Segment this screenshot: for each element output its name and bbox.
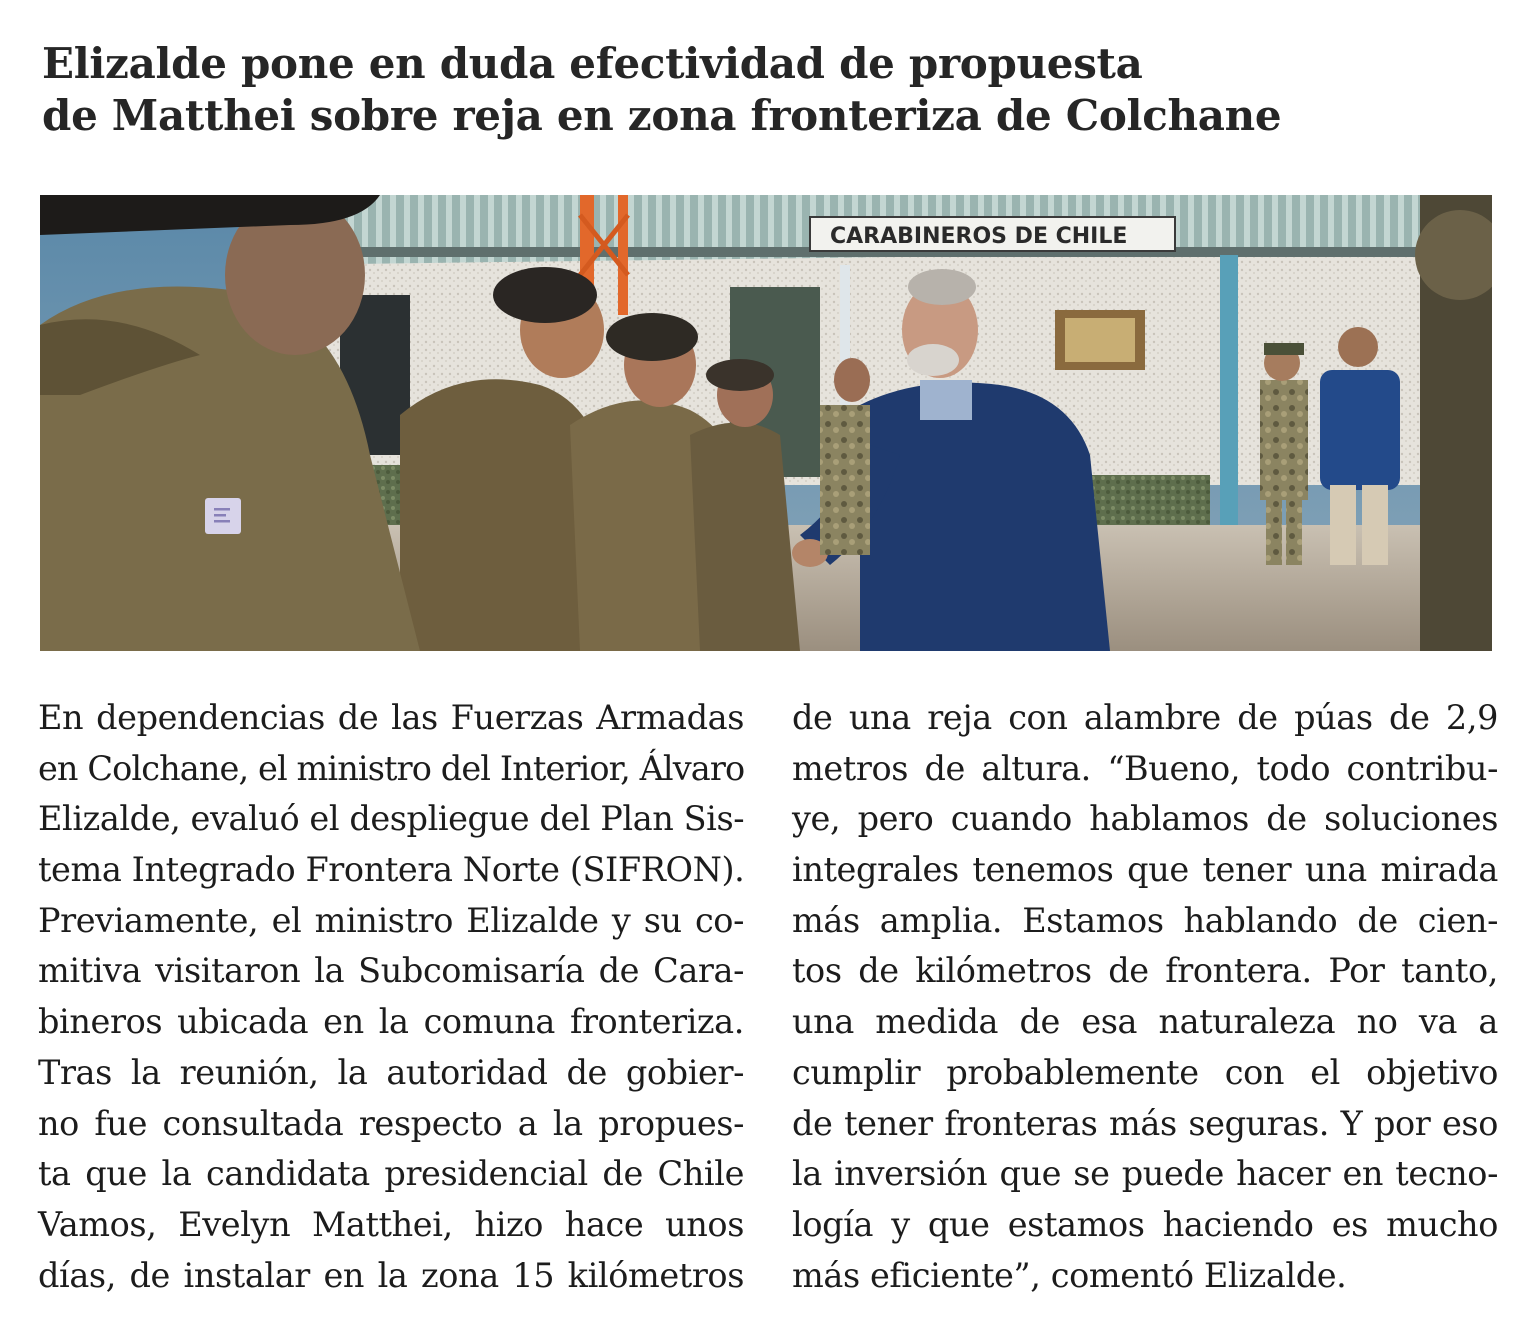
body-line: en Colchane, el ministro del Interior, Álvaro (38, 748, 745, 788)
body-line: cumplir probablemente con el objetivo (792, 1052, 1498, 1092)
body-line: logía y que estamos haciendo es mucho (792, 1204, 1498, 1244)
headline-line: Elizalde pone en duda efectividad de propuesta (42, 39, 1143, 88)
body-line: integrales tenemos que tener una mirada (792, 850, 1498, 890)
body-line: metros de altura. “Bueno, todo contribu- (792, 748, 1498, 788)
body-line: días, de instalar en la zona 15 kilómetros (38, 1255, 744, 1295)
menu-lines-icon[interactable] (205, 498, 241, 534)
headline (42, 38, 1502, 142)
body-line: de tener fronteras más seguras. Y por eso (792, 1103, 1498, 1143)
body-line: tos de kilómetros de frontera. Por tanto, (792, 951, 1498, 991)
body-line: no fue consultada respecto a la propues- (38, 1103, 744, 1143)
body-line: de una reja con alambre de púas de 2,9 (792, 698, 1498, 737)
body-column-left (38, 693, 744, 1301)
body-line: Vamos, Evelyn Matthei, hizo hace unos (38, 1204, 744, 1244)
body-line: Previamente, el ministro Elizalde y su co- (38, 900, 744, 940)
body-line: mitiva visitaron la Subcomisaría de Cara- (38, 951, 744, 991)
headline-line: de Matthei sobre reja en zona fronteriza de Colchane (42, 91, 1282, 140)
body-line: más eficiente”, comentó Elizalde. (792, 1255, 1347, 1295)
body-line: Elizalde, evaluó el despliegue del Plan Sis- (38, 799, 745, 839)
body-line: bineros ubicada en la comuna fronteriza. (38, 1002, 744, 1042)
body-line: En dependencias de las Fuerzas Armadas (38, 698, 744, 737)
body-line: ta que la candidata presidencial de Chile (38, 1154, 744, 1194)
body-line: tema Integrado Frontera Norte (SIFRON). (38, 850, 745, 890)
news-photo (40, 195, 1492, 651)
body-line: ye, pero cuando hablamos de soluciones (792, 799, 1498, 839)
body-line: la inversión que se puede hacer en tecno- (792, 1154, 1498, 1194)
body-line: Tras la reunión, la autoridad de gobier- (38, 1052, 744, 1092)
body-line: una medida de esa naturaleza no va a (792, 1002, 1498, 1042)
photo-illustration (40, 195, 1492, 651)
sign-text: CARABINEROS DE CHILE (830, 224, 1128, 249)
body-line: más amplia. Estamos hablando de cien- (792, 900, 1498, 940)
body-column-right (792, 693, 1498, 1301)
